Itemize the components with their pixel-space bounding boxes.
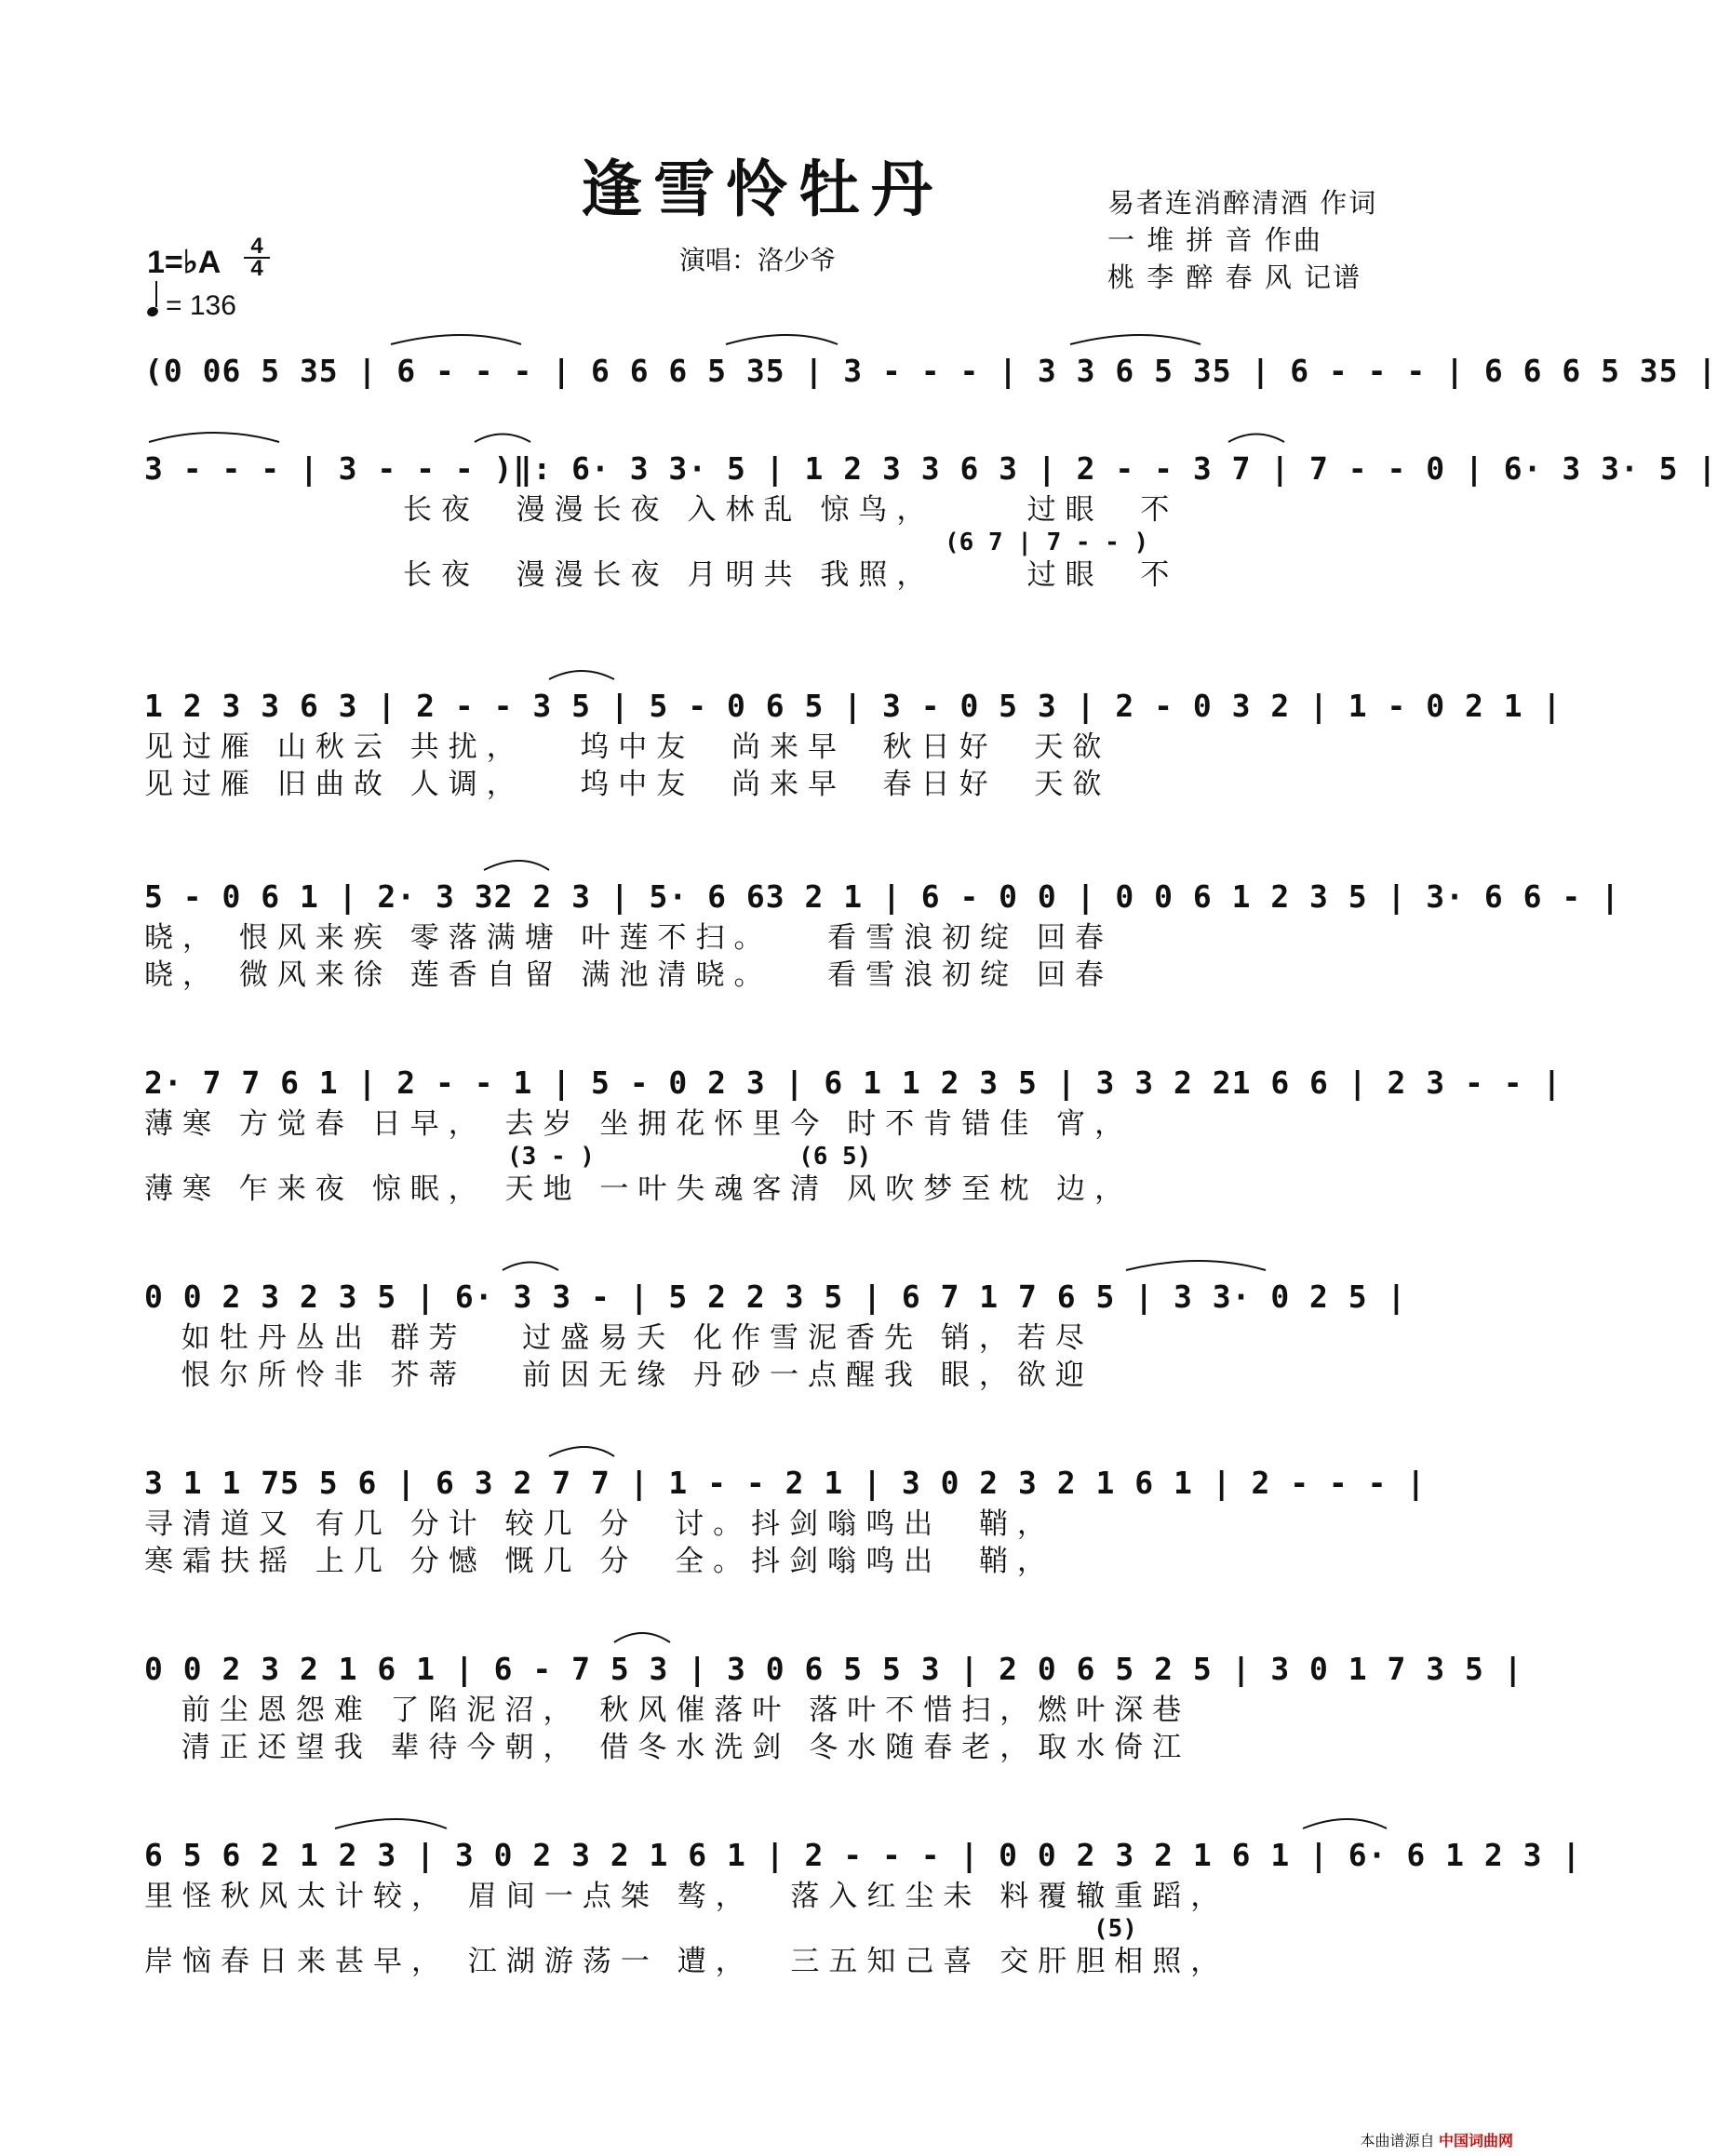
lyricist: 易者连消醉清酒 作词 <box>1107 187 1378 219</box>
slur <box>614 1633 670 1642</box>
slur <box>475 435 530 443</box>
key-signature: 1=♭A <box>147 245 221 280</box>
lyric-verse-2: 岸恼春日来甚早， 江湖游荡一 遭， 三五知己喜 交肝胆相照， <box>144 1945 1229 1978</box>
slur <box>1126 1261 1266 1270</box>
lyric-verse-2: 见过雁 旧曲故 人调， 坞中友 尚来早 春日好 天欲 <box>144 768 1111 801</box>
footer-site-link[interactable]: 中国词曲网 <box>1438 2134 1513 2149</box>
notation-line: (0 06 5 35 | 6 - - - | 6 6 6 5 35 | 3 - - - | 3 3 6 5 35 | 6 - - - | 6 6 6 5 35 | <box>144 353 1717 389</box>
tempo-value: = 136 <box>166 290 236 321</box>
lyric-verse-2: 晓， 微风来徐 莲香自留 满池清晓。 看雪浪初绽 回春 <box>144 958 1113 992</box>
alternate-notes: (5) <box>1093 1915 1137 1943</box>
transcriber: 桃 李 醉 春 风 记谱 <box>1107 261 1362 293</box>
notation-line: 6 5 6 2 1 2 3 | 3 0 2 3 2 1 6 1 | 2 - - - | 0 0 2 3 2 1 6 1 | 6· 6 1 2 3 | <box>144 1837 1582 1873</box>
footer <box>1361 2129 1513 2150</box>
lyric-verse-1: 见过雁 山秋云 共扰， 坞中友 尚来早 秋日好 天欲 <box>144 730 1111 764</box>
lyric-verse-2: 恨尔所怜非 芥蒂 前因无缘 丹砂一点醒我 眼，欲迎 <box>144 1359 1093 1392</box>
notation-line: 1 2 3 3 6 3 | 2 - - 3 5 | 5 - 0 6 5 | 3 - 0 5 3 | 2 - 0 3 2 | 1 - 0 2 1 | <box>144 688 1563 724</box>
notation-line: 0 0 2 3 2 1 6 1 | 6 - 7 5 3 | 3 0 6 5 5 3 | 2 0 6 5 2 5 | 3 0 1 7 3 5 | <box>144 1651 1523 1687</box>
lyric-verse-1: 寻清道又 有几 分计 较几 分 讨。抖剑嗡鸣出 鞘， <box>144 1507 1055 1541</box>
lyric-verse-2: 清正还望我 辈待今朝， 借冬水洗剑 冬水随春老，取水倚江 <box>144 1731 1191 1764</box>
notation-line: 2· 7 7 6 1 | 2 - - 1 | 5 - 0 2 3 | 6 1 1 2 3 5 | 3 3 2 21 6 6 | 2 3 - - | <box>144 1065 1563 1101</box>
slur <box>549 671 614 679</box>
slur <box>391 335 521 344</box>
time-denominator: 4 <box>250 256 263 281</box>
singer: 演唱：洛少爷 <box>679 245 837 275</box>
slur <box>503 1263 558 1271</box>
lyric-verse-2: 长夜 漫漫长夜 月明共 我照， 过眼 不 <box>144 558 1179 592</box>
lyric-verse-2: 寒霜扶摇 上几 分憾 慨几 分 全。抖剑嗡鸣出 鞘， <box>144 1545 1055 1578</box>
slur <box>335 1819 447 1828</box>
slur <box>149 433 279 442</box>
slur <box>549 1447 614 1456</box>
lyric-verse-1: 薄寒 方觉春 日早， 去岁 坐拥花怀里今 时不肯错佳 宵， <box>144 1107 1133 1141</box>
time-numerator: 4 <box>250 234 263 259</box>
lyric-verse-1: 晓， 恨风来疾 零落满塘 叶莲不扫。 看雪浪初绽 回春 <box>144 921 1113 955</box>
lyric-verse-1: 前尘恩怨难 了陷泥沼， 秋风催落叶 落叶不惜扫，燃叶深巷 <box>144 1694 1191 1727</box>
notation-line: 3 1 1 75 5 6 | 6 3 2 7 7 | 1 - - 2 1 | 3 0 2 3 2 1 6 1 | 2 - - - | <box>144 1465 1427 1501</box>
slur <box>484 861 549 870</box>
notation-line: 5 - 0 6 1 | 2· 3 32 2 3 | 5· 6 63 2 1 | 6 - 0 0 | 0 0 6 1 2 3 5 | 3· 6 6 - | <box>144 878 1620 915</box>
composer: 一 堆 拼 音 作曲 <box>1107 224 1322 256</box>
alternate-notes: (6 7 | 7 - - ) <box>945 529 1149 556</box>
slur <box>1303 1819 1387 1828</box>
notation-line: 0 0 2 3 2 3 5 | 6· 3 3 - | 5 2 2 3 5 | 6 7 1 7 6 5 | 3 3· 0 2 5 | <box>144 1279 1407 1315</box>
lyric-verse-2: 薄寒 乍来夜 惊眠， 天地 一叶失魂客清 风吹梦至枕 边， <box>144 1172 1133 1206</box>
lyric-verse-1: 如牡丹丛出 群芳 过盛易夭 化作雪泥香先 销，若尽 <box>144 1321 1093 1355</box>
notation-line: 3 - - - | 3 - - - )‖: 6· 3 3· 5 | 1 2 3 3 6 3 | 2 - - 3 7 | 7 - - 0 | 6· 3 3· 5 | <box>144 450 1717 487</box>
page-title: 逢雪怜牡丹 <box>581 153 944 225</box>
lyric-verse-1: 里怪秋风太计较， 眉间一点桀 骜， 落入红尘未 料覆辙重蹈， <box>144 1880 1229 1913</box>
alternate-notes: (3 - ) (6 5) <box>507 1143 872 1171</box>
slur <box>1228 435 1284 443</box>
slur <box>726 335 838 344</box>
lyric-verse-1: 长夜 漫漫长夜 入林乱 惊鸟， 过眼 不 <box>144 493 1179 527</box>
slur <box>1070 335 1201 344</box>
footer-source: 本曲谱源自 <box>1360 2134 1435 2149</box>
